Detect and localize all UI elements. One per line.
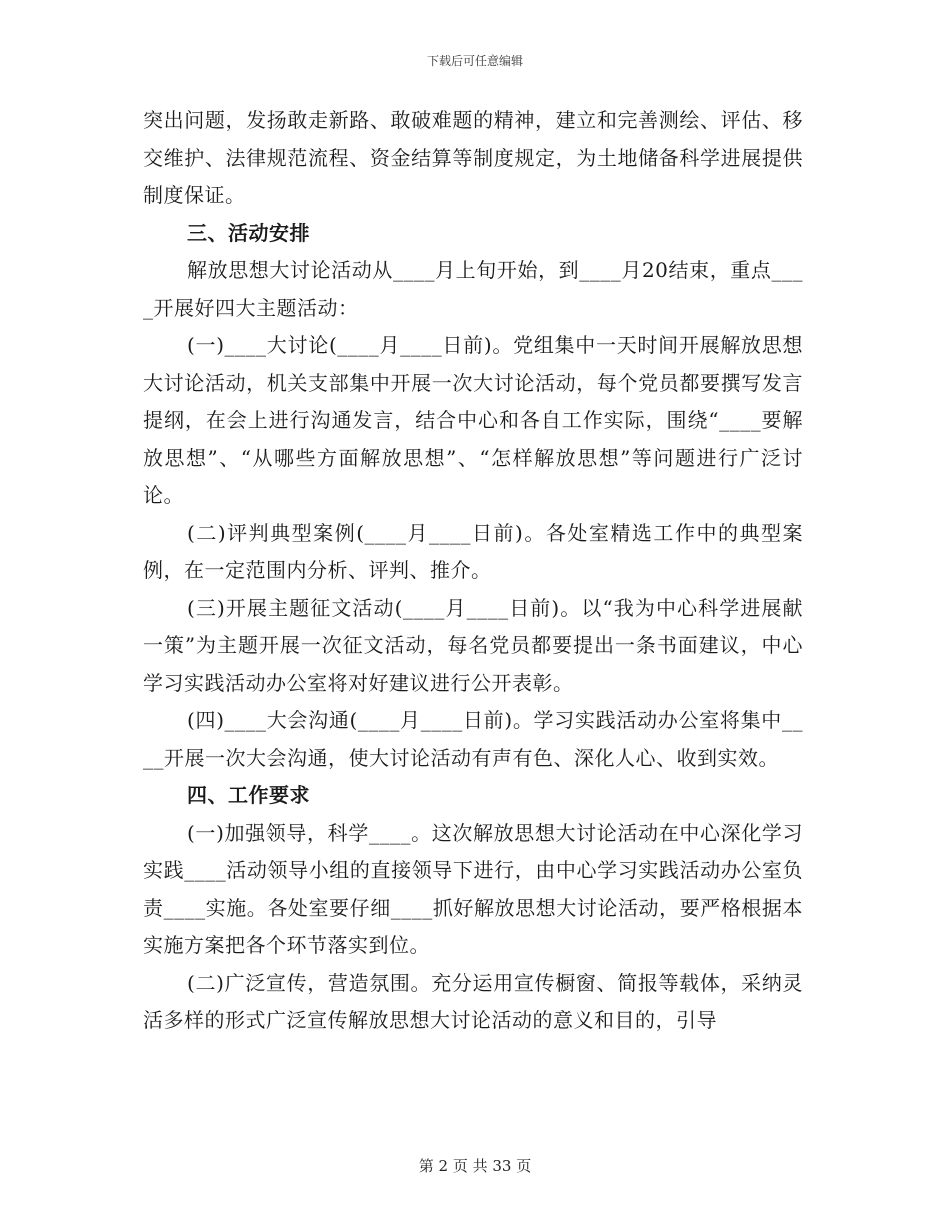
document-body <box>143 102 803 1040</box>
paragraph-activity-1: (一)____大讨论(____月____日前)。党组集中一天时间开展解放思想大讨论活动，机关支部集中开展一次大讨论活动，每个党员都要撰写发言提纲，在会上进行沟通发言，结合中心和各自工作实际，围绕“____要解放思想”、“从哪些方面解放思想”、“怎样解放思想”等问题进行广泛讨论。 <box>143 333 803 507</box>
paragraph-requirement-1: (一)加强领导，科学____。这次解放思想大讨论活动在中心深化学习实践____活动领导小组的直接领导下进行，由中心学习实践活动办公室负责____实施。各处室要仔细____抓好解放思想大讨论活动，要严格根据本实施方案把各个环节落实到位。 <box>143 820 803 957</box>
paragraph-activity-3: (三)开展主题征文活动(____月____日前)。以“我为中心科学进展献一策”为主题开展一次征文活动，每名党员都要提出一条书面建议，中心学习实践活动办公室将对好建议进行公开表彰。 <box>143 595 803 695</box>
paragraph-requirement-2: (二)广泛宣传，营造氛围。充分运用宣传橱窗、简报等载体，采纳灵活多样的形式广泛宣传解放思想大讨论活动的意义和目的，引导 <box>143 970 803 1032</box>
paragraph-activity-intro: 解放思想大讨论活动从____月上旬开始，到____月20结束，重点____开展好四大主题活动： <box>143 258 803 320</box>
paragraph-continuation: 突出问题，发扬敢走新路、敢破难题的精神，建立和完善测绘、评估、移交维护、法律规范流程、资金结算等制度规定，为土地储备科学进展提供制度保证。 <box>143 108 803 207</box>
page-header: 下载后可任意编辑 <box>426 54 523 68</box>
paragraph-activity-4: (四)____大会沟通(____月____日前)。学习实践活动办公室将集中____开展一次大会沟通，使大讨论活动有声有色、深化人心、收到实效。 <box>143 708 803 770</box>
section-heading-activity-arrangement: 三、活动安排 <box>187 220 310 245</box>
section-heading-work-requirements: 四、工作要求 <box>187 783 310 807</box>
paragraph-activity-2: (二)评判典型案例(____月____日前)。各处室精选工作中的典型案例，在一定范围内分析、评判、推介。 <box>143 520 803 582</box>
page-footer: 第 2 页 共 33 页 <box>418 1157 532 1175</box>
